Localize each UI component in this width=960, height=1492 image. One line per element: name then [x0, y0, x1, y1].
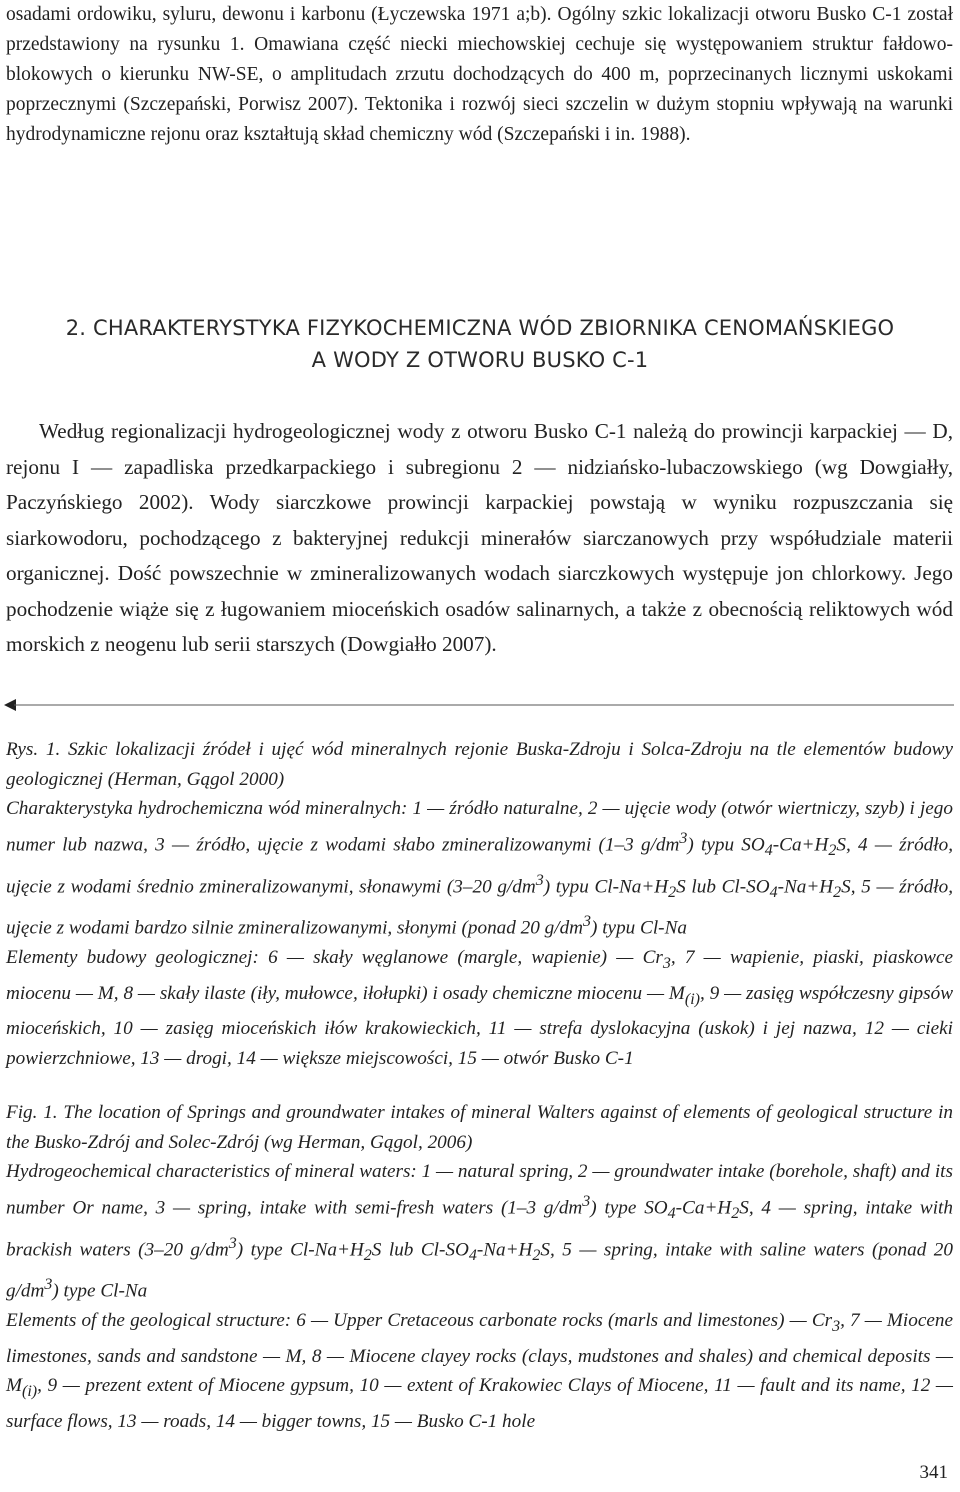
- caption-pl-geology: Elementy budowy geologicznej: 6 — skały węglanowe (margle, wapienie) — $Cr_3$, 7 — wapienie, piaski, piaskowce miocenu — M, 8 — skały ilaste (iły, mułowce, iłołupki) i osady chemiczne miocenu — $M_{(i)}$, 9 — zasięg współczesny gipsów mioceńskich, 10 — zasięg mioceńskich iłów krakowieckich, 11 — strefa dyslokacyjna (uskok) i jej nazwa, 12 — cieki powierzchniowe, 13 — drogi, 14 — większe miejscowości, 15 — otwór Busko C-1: [6, 947, 953, 1069]
- figure-caption-polish: [6, 735, 953, 1073]
- caption-en-title: Fig. 1. The location of Springs and groundwater intakes of mineral Walters against of elements of geological structure in the Busko-Zdrój and Solec-Zdrój (wg Herman, Gągol, 2006): [6, 1102, 953, 1153]
- section-heading-line-2: A WODY Z OTWORU BUSKO C-1: [311, 348, 649, 372]
- section-2-paragraph: Według regionalizacji hydrogeologicznej wody z otworu Busko C-1 należą do prowincji karpackiej — D, rejonu I — zapadliska przedkarpackiego i subregionu 2 — nidziańsko-lubaczowskiego (wg Dowgiałły, Paczyńskiego 2002). Wody siarczkowe prowincji karpackiej powstają w wyniku rozpuszczania się siarkowodoru, pochodzącego z bakteryjnej redukcji minerałów siarczanowych przy współudziale materii organicznej. Dość powszechnie w zmineralizowanych wodach siarczkowych występuje jon chlorkowy. Jego pochodzenie wiąże się z ługowaniem mioceńskich osadów salinarnych, a także z obecnością reliktowych wód morskich z neogenu lub serii starszych (Dowgiałło 2007).: [6, 419, 953, 656]
- figure-caption-english: [6, 1098, 953, 1436]
- caption-en-geology: Elements of the geological structure: 6 — Upper Cretaceous carbonate rocks (marls and limestones) — $Cr_3$, 7 — Miocene limestones, sands and sandstone — M, 8 — Miocene clayey rocks (clays, mudstones and shales) and chemical deposits — $M_{(i)}$, 9 — prezent extent of Miocene gypsum, 10 — extent of Krakowiec Clays of Miocene, 11 — fault and its name, 12 — surface flows, 13 — roads, 14 — bigger towns, 15 — Busko C-1 hole: [6, 1310, 953, 1432]
- page-number: 341: [919, 1462, 948, 1483]
- caption-pl-title-text: Szkic lokalizacji źródeł i ujęć wód mineralnych rejonie Buska-Zdroju i Solca-Zdroju na tle elementów budowy geologicznej (Herman, Gągol 2000): [6, 739, 953, 790]
- section-heading: [0, 312, 960, 376]
- caption-pl-label: Rys. 1.: [6, 739, 61, 760]
- caption-pl-title: [6, 735, 953, 794]
- caption-pl-hydro: Charakterystyka hydrochemiczna wód mineralnych: 1 — źródło naturalne, 2 — ujęcie wody (otwór wiertniczy, szyb) i jego numer lub nazwa, 3 — źródło, ujęcie z wodami słabo zmineralizowanymi (1–3 $g/dm^3$) typu $SO_4-Ca+H_2S$, 4 — źródło, ujęcie z wodami średnio zmineralizowanymi, słonawymi (3–20 $g/dm^3$) typu $Cl-Na+H_2S$ lub $Cl-SO_4-Na+H_2S$, 5 — źródło, ujęcie z wodami bardzo silnie zmineralizowanymi, słonymi (ponad 20 $g/dm^3$) typu Cl-Na: [6, 798, 953, 939]
- caption-en-hydro: Hydrogeochemical characteristics of mineral waters: 1 — natural spring, 2 — groundwater intake (borehole, shaft) and its number Or name, 3 — spring, intake with semi-fresh waters (1–3 $g/dm^3$) type $SO_4-Ca+H_2S$, 4 — spring, intake with brackish waters (3–20 $g/dm^3$) type $Cl-Na+H_2S$ lub $Cl-SO_4-Na+H_2S$, 5 — spring, intake with saline waters (ponad 20 $g/dm^3$) type Cl-Na: [6, 1161, 953, 1302]
- intro-paragraph: osadami ordowiku, syluru, dewonu i karbonu (Łyczewska 1971 a;b). Ogólny szkic lokalizacji otworu Busko C-1 został przedstawiony na rysunku 1. Omawiana część niecki miechowskiej cechuje się występowaniem struktur fałdowo-blokowych o kierunku NW-SE, o amplitudach zrzutu dochodzących do 400 m, poprzecinanych licznymi uskokami poprzecznymi (Szczepański, Porwisz 2007). Tektonika i rozwój sieci szczelin w dużym stopniu wpływają na warunki hydrodynamiczne rejonu oraz kształtują skład chemiczny wód (Szczepański i in. 1988).: [6, 4, 953, 145]
- section-heading-line-1: 2. CHARAKTERYSTYKA FIZYKOCHEMICZNA WÓD ZBIORNIKA CENOMAŃSKIEGO: [65, 316, 895, 340]
- figure-pointer-arrow: [4, 698, 954, 712]
